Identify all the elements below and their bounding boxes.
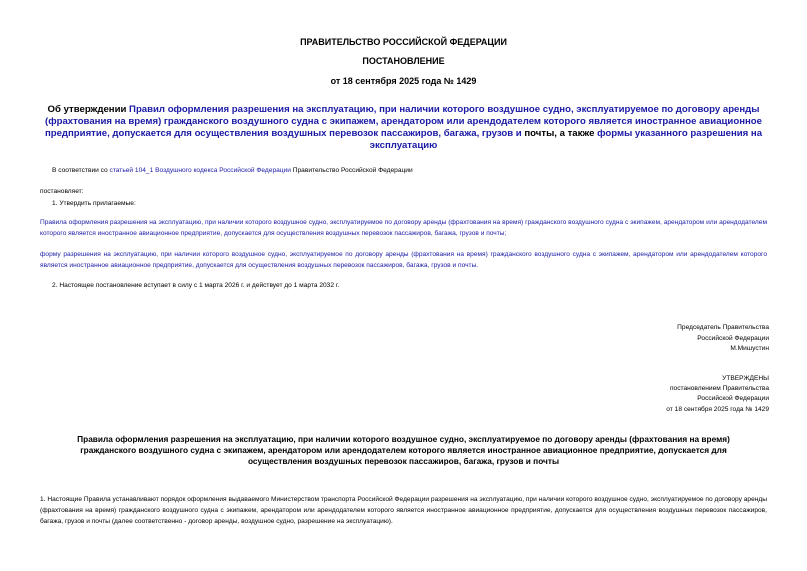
signature-name: М.Мишустин	[730, 345, 769, 352]
approval-line-2: постановлением Правительства	[669, 385, 769, 392]
item-1: 1. Утвердить прилагаемые:	[52, 200, 136, 207]
decree-word: постановляет:	[40, 188, 84, 195]
approval-date-number: от 18 сентября 2025 года № 1429	[666, 406, 769, 413]
intro-after: Правительство Российской Федерации	[290, 167, 413, 174]
approved-form-link[interactable]: форму разрешения на эксплуатацию, при наличии которого воздушное судно, эксплуатируемое по договору аренды (фрахтования на время) гражданского воздушного судна с экипажем, арендатором или арендодателем которого является иностранное авиационное предприятие, допускается для осуществления воздушных перевозок пассажиров, багажа, грузов и почты.	[40, 251, 767, 269]
rules-item-1: 1. Настоящие Правила устанавливают порядок оформления выдаваемого Министерством транспорта Российской Федерации разрешения на эксплуатацию, при наличии которого воздушное судно, эксплуатируемое по договору аренды (фрахтования на время) гражданского воздушного судна с экипажем, арендатором или арендодателем которого является иностранное авиационное предприятие, допускается для осуществления воздушных перевозок пассажиров, багажа, грузов и почты (далее соответственно - договор аренды, воздушное судно, разрешение на эксплуатацию).	[40, 496, 767, 525]
title-middle: почты, а также	[521, 128, 598, 139]
intro-paragraph	[52, 165, 772, 176]
signature-position: Председатель Правительства	[677, 324, 769, 331]
title-prefix: Об утверждении	[47, 104, 130, 115]
signature-country: Российской Федерации	[697, 335, 769, 342]
air-code-link[interactable]: статьей 104_1 Воздушного кодекса Российской Федерации	[109, 167, 291, 174]
approval-line-3: Российской Федерации	[697, 395, 769, 402]
rules-link[interactable]: Правил оформления разрешения на эксплуатацию, при наличии которого воздушное судно, эксплуатируемое по договору аренды (фрахтования на время) гражданского воздушного судна с экипажем, арендатором или арендодателем которого является иностранное авиационное предприятие, допускается для осуществления воздушных перевозок пассажиров, багажа, грузов и	[44, 104, 762, 139]
intro-before: В соответствии со	[52, 167, 110, 174]
rules-title: Правила оформления разрешения на эксплуатацию, при наличии которого воздушное судно, эксплуатируемое по договору аренды (фрахтования на время) гражданского воздушного судна с экипажем, арендатором или арендодателем которого является иностранное авиационное предприятие, допускается для осуществления воздушных перевозок пассажиров, багажа, грузов и почты	[77, 434, 730, 466]
document-type: ПОСТАНОВЛЕНИЕ	[362, 56, 445, 66]
form-link[interactable]: формы указанного разрешения на эксплуатацию	[369, 128, 763, 151]
government-heading: ПРАВИТЕЛЬСТВО РОССИЙСКОЙ ФЕДЕРАЦИИ	[300, 37, 507, 47]
item-2: 2. Настоящее постановление вступает в силу с 1 марта 2026 г. и действует до 1 марта 2032 г.	[52, 282, 340, 289]
document-date-number: от 18 сентября 2025 года № 1429	[330, 76, 477, 86]
approval-label: УТВЕРЖДЕНЫ	[722, 375, 769, 382]
document-title	[40, 104, 767, 152]
approved-rules-link[interactable]: Правила оформления разрешения на эксплуатацию, при наличии которого воздушное судно, эксплуатируемое по договору аренды (фрахтования на время) гражданского воздушного судна с экипажем, арендатором или арендодателем которого является иностранное авиационное предприятие, допускается для осуществления воздушных перевозок пассажиров, багажа, грузов и почты;	[40, 219, 767, 237]
